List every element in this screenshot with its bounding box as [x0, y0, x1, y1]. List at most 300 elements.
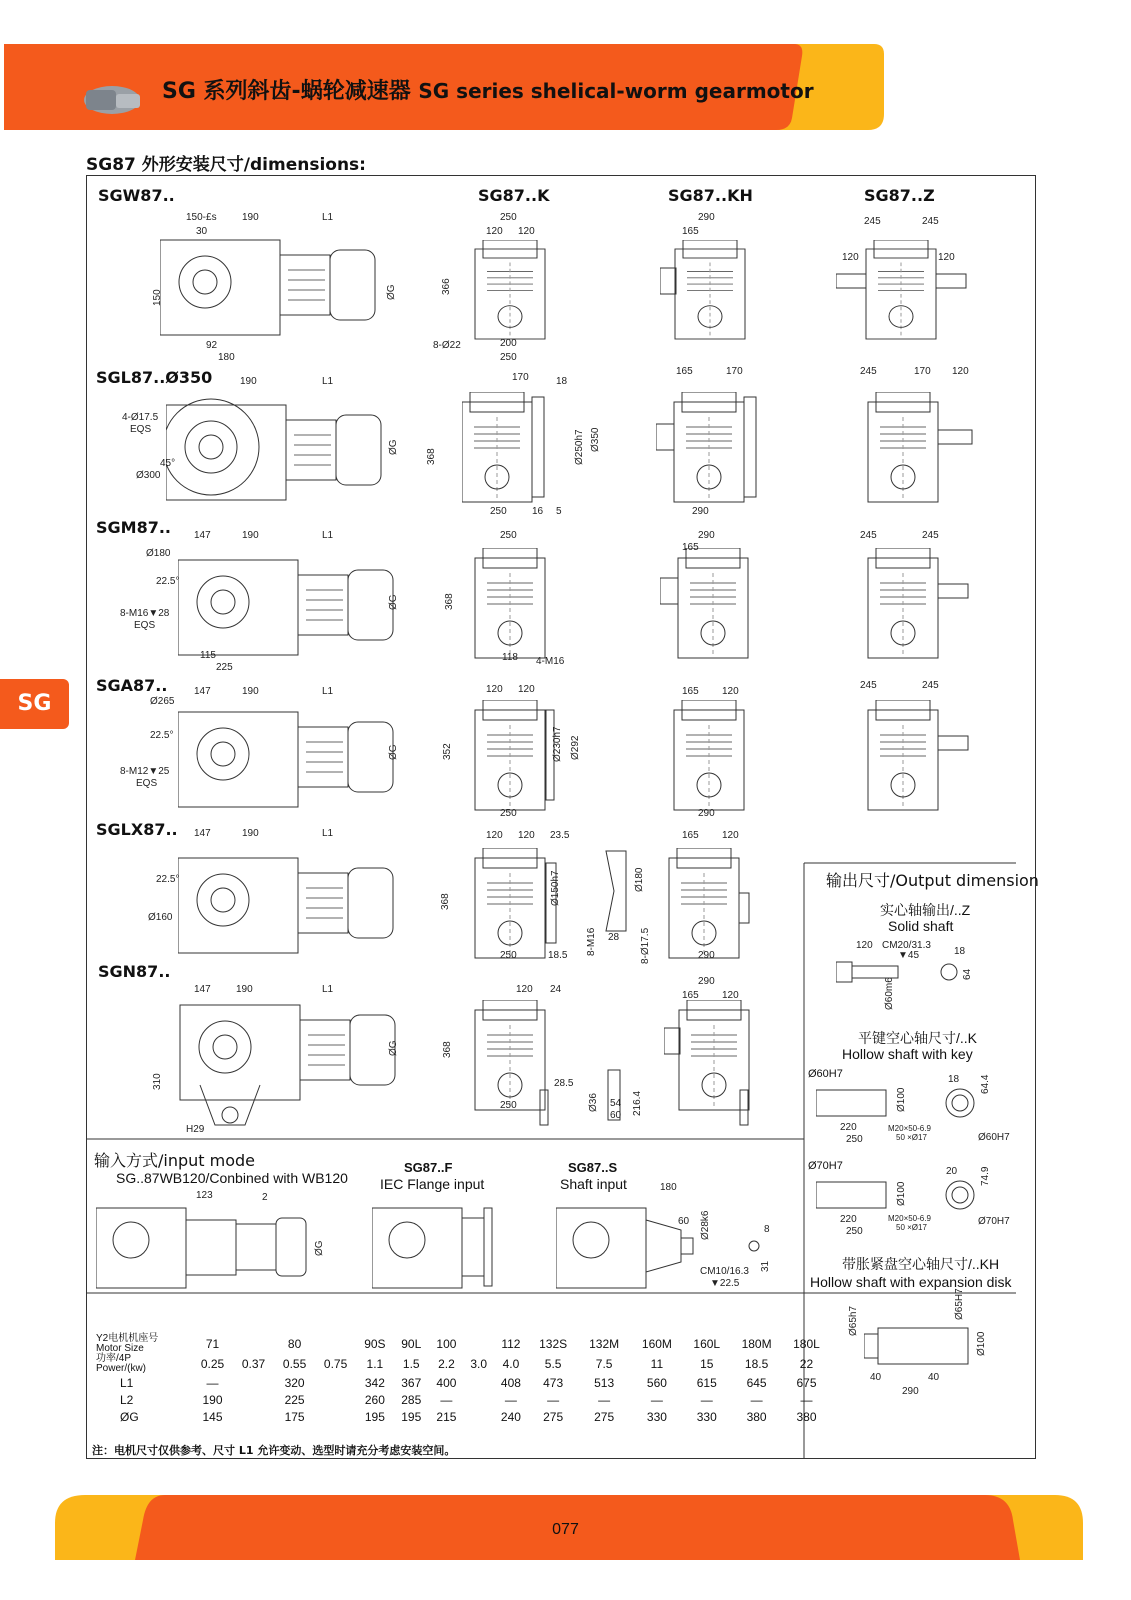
drawing-sg87z-row2: [838, 392, 988, 512]
dim-label: 118: [502, 652, 518, 663]
table-cell: 380: [746, 1409, 767, 1424]
dim-label: 366: [441, 278, 452, 295]
drawing-sg87kh-row4: [664, 700, 754, 820]
drawing-shaft-input: [556, 1200, 776, 1295]
table-cell: 90L: [401, 1337, 422, 1351]
dim-label: 16: [532, 506, 544, 517]
table-cell: —: [504, 1392, 517, 1407]
dim-label: 220: [840, 1122, 857, 1133]
dim-label: Ø36: [588, 1093, 599, 1112]
dim-label: 220: [840, 1214, 857, 1225]
dim-label: 245: [860, 366, 877, 377]
table-cell: —: [800, 1392, 813, 1407]
dim-label: 147: [194, 828, 211, 839]
dim-label: 22.5°: [156, 874, 180, 885]
dim-label: 290: [698, 976, 715, 987]
dim-label: Ø28k6: [700, 1210, 711, 1240]
hollow-key-title-cn: 平键空心轴尺寸/..K: [858, 1030, 978, 1046]
table-cell: 22: [799, 1357, 814, 1371]
page-header-title: [162, 74, 814, 105]
dim-label: Ø60H7: [978, 1132, 1010, 1143]
table-cell: 473: [543, 1375, 564, 1390]
dim-label: 165: [682, 830, 699, 841]
dim-label: Ø65h7: [848, 1305, 859, 1336]
dim-label: 40: [928, 1372, 940, 1383]
table-cell: [233, 1391, 274, 1408]
table-row: [90, 1374, 830, 1391]
table-cell: 71: [205, 1337, 220, 1351]
table-cell: —: [440, 1392, 453, 1407]
table-cell: 2.2: [438, 1357, 455, 1371]
dim-label: M20×50-6.9: [888, 1124, 931, 1133]
label-sgm87: SGM87..: [96, 518, 171, 537]
dim-label: 5: [556, 506, 562, 517]
table-cell: 132S: [539, 1337, 568, 1351]
side-tab: SG: [0, 679, 69, 729]
table-row: [90, 1391, 830, 1408]
dim-label: Ø65H7: [954, 1288, 965, 1320]
table-cell: 0.55: [282, 1357, 307, 1371]
dim-label: 120: [952, 366, 969, 377]
dim-label: 24: [550, 984, 562, 995]
label-sgl87: SGL87..Ø350: [96, 368, 213, 387]
dim-label: 40: [870, 1372, 882, 1383]
dim-label: L1: [322, 984, 334, 995]
table-cell: 285: [401, 1392, 422, 1407]
dim-label: 165: [676, 366, 693, 377]
flange-sub: IEC Flange input: [380, 1176, 485, 1192]
dim-label: 18: [954, 946, 966, 957]
table-cell: 100: [436, 1337, 457, 1351]
dim-label: L1: [322, 828, 334, 839]
table-cell: 180L: [793, 1337, 820, 1351]
dim-label: 120: [722, 830, 739, 841]
dim-label: Ø100: [896, 1181, 907, 1206]
dim-label: 4-Ø17.5: [122, 412, 159, 423]
table-cell: 645: [746, 1375, 767, 1390]
dim-label: 8-M16: [586, 927, 597, 956]
dim-label: 8-M12▼25: [120, 766, 170, 777]
dim-label: 368: [426, 448, 437, 465]
drawing-sglx87-side: [178, 838, 428, 968]
table-cell: 615: [696, 1375, 717, 1390]
dim-label: Ø180: [634, 867, 645, 892]
input-mode-title: 输入方式/input mode: [94, 1151, 256, 1170]
table-cell: 240: [500, 1409, 521, 1424]
dim-label: 190: [242, 828, 259, 839]
dim-label: 64.4: [980, 1074, 991, 1094]
dim-label: Ø100: [976, 1331, 987, 1356]
dim-label: 290: [692, 506, 709, 517]
table-cell: Power/(kw): [96, 1363, 147, 1374]
dim-label: ØG: [386, 284, 397, 300]
dim-label: 74.9: [980, 1166, 991, 1186]
dim-label: EQS: [136, 778, 158, 789]
table-cell: 180M: [741, 1337, 772, 1351]
dim-label: 250: [500, 1100, 517, 1111]
dim-label: 123: [196, 1190, 213, 1201]
row-header-l1: L1: [120, 1375, 134, 1390]
table-row: [90, 1408, 830, 1425]
drawing-sgl87-side: [166, 385, 416, 515]
label-sg87-z: SG87..Z: [864, 186, 935, 205]
dim-label: 225: [216, 662, 233, 673]
dim-label: 28.5: [554, 1078, 574, 1089]
dim-label: 245: [922, 530, 939, 541]
dim-label: 60: [610, 1110, 622, 1121]
dim-label: 147: [194, 686, 211, 697]
dim-label: 120: [516, 984, 533, 995]
dim-label: 170: [512, 372, 529, 383]
dim-label: 250: [846, 1226, 863, 1237]
dim-label: L1: [322, 530, 334, 541]
dim-label: 115: [200, 650, 216, 661]
table-cell: 5.5: [544, 1357, 562, 1371]
dim-label: 368: [442, 1041, 453, 1058]
table-cell: 195: [364, 1409, 385, 1424]
drawing-sg87kh-row2: [656, 392, 766, 512]
dim-label: L1: [322, 212, 334, 223]
dim-label: 245: [860, 680, 877, 691]
dim-label: ØG: [388, 439, 399, 455]
drawing-iec-flange: [372, 1200, 502, 1295]
row-header-power: [90, 1354, 192, 1374]
dim-label: Ø292: [570, 735, 581, 760]
table-cell: 7.5: [595, 1357, 613, 1371]
dim-label: 8: [764, 1224, 770, 1235]
dim-label: 368: [440, 893, 451, 910]
dim-label: 190: [242, 212, 259, 223]
label-sgw87: SGW87..: [98, 186, 175, 205]
dim-label: 245: [860, 530, 877, 541]
dim-label: 250: [500, 352, 517, 363]
dim-label: 190: [242, 530, 259, 541]
dim-label: ØG: [388, 744, 399, 760]
drawing-sg87z-row4: [838, 700, 978, 820]
dim-label: 245: [922, 680, 939, 691]
dim-label: 120: [722, 686, 739, 697]
table-row: [90, 1354, 830, 1374]
table-cell: 367: [401, 1375, 422, 1390]
drawing-hollow-disk: [864, 1326, 974, 1366]
dim-label: 170: [914, 366, 931, 377]
solid-title-cn: 实心轴输出/..Z: [880, 902, 971, 918]
dim-label: 45°: [160, 458, 176, 469]
table-cell: 功率/4P: [96, 1353, 132, 1364]
drawing-sg87kh-row6: [664, 1000, 774, 1130]
table-cell: —: [547, 1392, 560, 1407]
drawing-sg87kh-row1: [660, 240, 750, 350]
table-cell: 513: [594, 1375, 615, 1390]
dim-label: 120: [518, 226, 535, 237]
table-cell: —: [206, 1375, 219, 1390]
table-cell: 3.0: [470, 1357, 488, 1371]
dim-label: 250: [500, 950, 517, 961]
dim-label: 120: [486, 684, 503, 695]
table-cell: 132M: [589, 1337, 620, 1351]
table-cell: —: [750, 1392, 763, 1407]
dim-label: 165: [682, 542, 699, 553]
table-cell: 560: [646, 1375, 667, 1390]
dim-label: 20: [946, 1166, 958, 1177]
table-cell: 225: [284, 1392, 305, 1407]
table-cell: 145: [202, 1409, 223, 1424]
dim-label: Ø100: [896, 1087, 907, 1112]
table-cell: [315, 1374, 356, 1391]
drawing-sg87z-row3: [838, 548, 978, 668]
shaft-sub: Shaft input: [560, 1176, 627, 1192]
dim-label: CM10/16.3: [700, 1266, 749, 1277]
table-cell: 112: [501, 1337, 521, 1351]
dim-label: 290: [698, 950, 715, 961]
table-cell: 260: [364, 1392, 385, 1407]
dim-label: 250: [500, 808, 517, 819]
dim-label: 8-Ø22: [433, 340, 461, 351]
hollow-key-b-dia: Ø70H7: [808, 1160, 843, 1172]
table-cell: 4.0: [502, 1357, 520, 1371]
table-cell: —: [700, 1392, 713, 1407]
dim-label: 2: [262, 1192, 268, 1203]
dim-label: 28: [608, 932, 620, 943]
dim-label: Ø300: [136, 470, 161, 481]
drawing-sg87kh-row3: [660, 548, 760, 668]
dim-label: Ø180: [146, 548, 171, 559]
dim-label: 50 ×Ø17: [896, 1223, 927, 1232]
dim-label: EQS: [130, 424, 152, 435]
dim-label: 290: [698, 808, 715, 819]
hollow-disk-title-cn: 带胀紧盘空心轴尺寸/..KH: [842, 1256, 1000, 1272]
dim-label: 30: [196, 226, 208, 237]
title-cn: SG 系列斜齿-蜗轮减速器: [162, 79, 411, 104]
label-sg87-k: SG87..K: [478, 186, 550, 205]
dim-label: ØG: [388, 594, 399, 610]
dim-label: 120: [486, 226, 503, 237]
table-row: [90, 1334, 830, 1354]
section-title: SG87 外形安装尺寸/dimensions:: [86, 155, 366, 175]
dim-label: Ø250h7: [574, 429, 585, 465]
output-title: 输出尺寸/Output dimension: [826, 871, 1039, 890]
label-sgn87: SGN87..: [98, 962, 171, 981]
dim-label: 60: [678, 1216, 690, 1227]
dim-label: ØG: [314, 1240, 325, 1256]
dim-label: L1: [322, 376, 334, 387]
dim-label: M20×50-6.9: [888, 1214, 931, 1223]
dim-label: 18: [556, 376, 568, 387]
dim-label: 190: [240, 376, 257, 387]
dim-label: 250: [500, 212, 517, 223]
dim-label: Ø150h7: [550, 870, 561, 906]
table-cell: 15: [700, 1357, 714, 1371]
table-cell: 675: [796, 1375, 817, 1390]
label-sga87: SGA87..: [96, 676, 168, 695]
dim-label: L1: [322, 686, 334, 697]
dim-label: 190: [236, 984, 253, 995]
table-cell: 215: [436, 1409, 457, 1424]
table-cell: [233, 1408, 274, 1425]
dim-label: H29: [186, 1124, 205, 1135]
row-header-g: ØG: [120, 1409, 139, 1424]
dim-label: ▼45: [898, 950, 920, 961]
table-cell: 90S: [364, 1337, 386, 1351]
table-cell: [464, 1334, 493, 1354]
dim-label: 31: [760, 1260, 771, 1272]
dim-label: 18.5: [548, 950, 568, 961]
motor-table: [90, 1334, 830, 1425]
table-cell: [464, 1408, 493, 1425]
dim-label: 250: [846, 1134, 863, 1145]
page-number: 077: [552, 1521, 579, 1538]
table-cell: 330: [646, 1409, 667, 1424]
dim-label: Ø230h7: [552, 726, 563, 762]
table-cell: 275: [543, 1409, 564, 1424]
hollow-key-a-dia: Ø60H7: [808, 1068, 843, 1080]
dim-label: 290: [902, 1386, 919, 1397]
flange-title: SG87..F: [404, 1160, 453, 1175]
dim-label: Ø70H7: [978, 1216, 1010, 1227]
drawing-solid-shaft: [836, 958, 976, 988]
dim-label: 310: [152, 1073, 163, 1090]
drawing-sg87k-row1: [470, 240, 550, 350]
dim-label: 165: [682, 990, 699, 1001]
dim-label: 22.5°: [156, 576, 180, 587]
dim-label: 165: [682, 226, 699, 237]
dim-label: 120: [518, 830, 535, 841]
dim-label: 4-M16: [536, 656, 565, 667]
dim-label: 120: [722, 990, 739, 1001]
table-cell: [464, 1374, 493, 1391]
table-cell: [315, 1408, 356, 1425]
table-cell: 400: [436, 1375, 457, 1390]
table-cell: [233, 1334, 274, 1354]
table-cell: Y2电机机座号: [96, 1333, 159, 1344]
dim-label: 50 ×Ø17: [896, 1133, 927, 1142]
drawing-wb120: [96, 1200, 336, 1295]
table-cell: 380: [796, 1409, 817, 1424]
solid-title-en: Solid shaft: [888, 918, 954, 934]
table-cell: 342: [364, 1375, 385, 1390]
dim-label: 180: [218, 352, 235, 363]
dim-label: CM20/31.3: [882, 940, 931, 951]
table-cell: 195: [401, 1409, 422, 1424]
dim-label: 216.4: [632, 1090, 643, 1116]
dim-label: 170: [726, 366, 743, 377]
dim-label: 54: [610, 1098, 622, 1109]
dim-label: 120: [842, 252, 859, 263]
footnote: 注：电机尺寸仅供参考、尺寸 L1 允许变动、选型时请充分考虑安装空间。: [92, 1444, 456, 1457]
dim-label: Ø60m6: [884, 977, 895, 1010]
title-en: SG series shelical-worm gearmotor: [418, 79, 814, 103]
table-cell: —: [650, 1392, 663, 1407]
table-cell: 0.25: [200, 1357, 225, 1371]
shaft-title: SG87..S: [568, 1160, 618, 1175]
hollow-disk-title-en: Hollow shaft with expansion disk: [810, 1274, 1012, 1290]
drawing-sg87k-row2: [462, 392, 572, 512]
drawing-sg87k-row6: [470, 1000, 570, 1130]
dim-label: 150-£s: [186, 212, 217, 223]
table-cell: [233, 1374, 274, 1391]
drawing-hollow-shaft-a: [816, 1086, 986, 1122]
dim-label: 120: [518, 684, 535, 695]
table-cell: [315, 1391, 356, 1408]
drawing-sgn87-side: [160, 975, 420, 1135]
table-cell: Motor Size: [96, 1343, 144, 1354]
dim-label: 120: [486, 830, 503, 841]
table-cell: 0.37: [241, 1357, 266, 1371]
dim-label: 23.5: [550, 830, 570, 841]
table-cell: 160L: [693, 1337, 721, 1351]
drawing-sgw87-side: [160, 220, 410, 350]
dim-label: 190: [242, 686, 259, 697]
dim-label: 165: [682, 686, 699, 697]
dim-label: 352: [442, 743, 453, 760]
dim-label: 120: [856, 940, 873, 951]
dim-label: Ø350: [590, 427, 601, 452]
dim-label: 22.5°: [150, 730, 174, 741]
dim-label: EQS: [134, 620, 156, 631]
table-cell: 0.75: [323, 1357, 348, 1371]
table-cell: [464, 1391, 493, 1408]
hollow-key-title-en: Hollow shaft with key: [842, 1046, 973, 1062]
dim-label: 147: [194, 984, 211, 995]
dim-label: 368: [444, 593, 455, 610]
table-cell: 1.1: [366, 1357, 384, 1371]
table-cell: 1.5: [402, 1357, 420, 1371]
label-sglx87: SGLX87..: [96, 820, 178, 839]
dim-label: 250: [500, 530, 517, 541]
table-cell: 190: [202, 1392, 223, 1407]
table-cell: 320: [284, 1375, 305, 1390]
dim-label: 150: [152, 289, 163, 306]
label-sg87-kh: SG87..KH: [668, 186, 753, 205]
drawing-sg87k-row3: [470, 548, 560, 668]
dim-label: 180: [660, 1182, 677, 1193]
dim-label: ▼22.5: [710, 1278, 740, 1289]
table-cell: 11: [650, 1357, 664, 1371]
dim-label: 245: [864, 216, 881, 227]
drawing-sglx87-flange: [596, 846, 636, 936]
dim-label: 290: [698, 212, 715, 223]
dim-label: 245: [922, 216, 939, 227]
table-cell: 18.5: [744, 1357, 769, 1371]
dim-label: ØG: [388, 1040, 399, 1056]
dim-label: 8-M16▼28: [120, 608, 170, 619]
table-cell: 408: [500, 1375, 521, 1390]
dim-label: 18: [948, 1074, 960, 1085]
table-cell: 175: [284, 1409, 305, 1424]
dim-label: 64: [962, 968, 973, 980]
dim-label: 8-Ø17.5: [640, 927, 651, 964]
row-header-motor-size: [90, 1334, 192, 1354]
dim-label: 200: [500, 338, 517, 349]
table-cell: 275: [594, 1409, 615, 1424]
wb-title: SG..87WB120/Conbined with WB120: [116, 1170, 348, 1186]
dim-label: Ø265: [150, 696, 175, 707]
table-cell: —: [598, 1392, 611, 1407]
dim-label: 147: [194, 530, 211, 541]
dim-label: 120: [938, 252, 955, 263]
dim-label: 290: [698, 530, 715, 541]
dim-label: 92: [206, 340, 218, 351]
drawing-hollow-shaft-b: [816, 1178, 986, 1214]
row-header-l2: L2: [120, 1392, 134, 1407]
dim-label: Ø160: [148, 912, 173, 923]
table-cell: 160M: [641, 1337, 672, 1351]
table-cell: 330: [696, 1409, 717, 1424]
table-cell: [315, 1334, 356, 1354]
dim-label: 250: [490, 506, 507, 517]
table-cell: 80: [287, 1337, 302, 1351]
gearmotor-icon: [84, 86, 140, 114]
